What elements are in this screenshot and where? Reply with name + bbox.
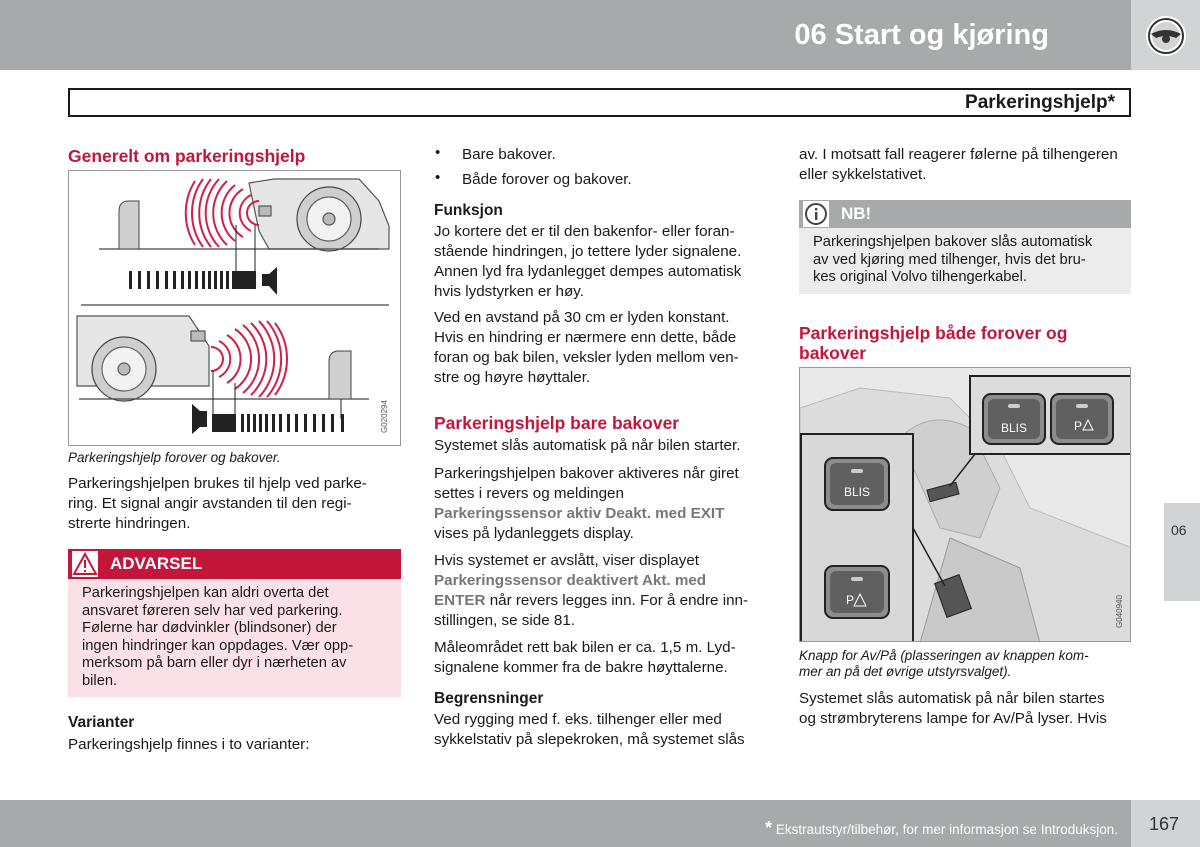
parking-sensor-figure — [68, 170, 401, 446]
blis-label: BLIS — [843, 485, 871, 499]
bullet-item: Både forover og bakover. — [462, 171, 632, 188]
figure-caption: Parkeringshjelp forover og bakover. — [68, 450, 281, 465]
continued-text: eller sykkelstativet. — [799, 166, 927, 183]
chapter-side-tab — [1164, 503, 1200, 601]
steering-wheel-icon — [1146, 16, 1186, 56]
begrensninger-line: Ved rygging med f. eks. tilhenger eller med — [434, 711, 722, 728]
warning-line: merksom på barn eller dyr i nærheten av — [82, 655, 347, 671]
blis-button — [825, 458, 889, 510]
bare-bakover-text: Systemet slås automatisk på når bilen starter. — [434, 437, 741, 454]
heading-varianter: Varianter — [68, 714, 135, 731]
note-line: kes original Volvo tilhengerkabel. — [813, 269, 1027, 285]
note-title: NB! — [841, 204, 872, 223]
bare-bakover-text: Parkeringshjelpen bakover aktiveres når giret — [434, 465, 739, 482]
info-icon — [803, 201, 829, 227]
page-number: 167 — [1149, 814, 1180, 834]
begrensninger-line: sykkelstativ på slepekroken, må systemet slås — [434, 731, 745, 748]
warning-line: ingen hindringer kan oppdages. Vær opp- — [82, 637, 354, 654]
side-tab-label: 06 — [1171, 522, 1187, 538]
bare-bakover-text: vises på lydanleggets display. — [434, 525, 634, 542]
park-assist-label: P — [845, 593, 855, 607]
bullet-marker: • — [435, 169, 441, 186]
chapter-icon-box — [1131, 0, 1200, 70]
park-assist-button — [825, 566, 889, 618]
funksjon-line: stre og høyre høyttaler. — [434, 369, 591, 386]
bare-bakover-text — [434, 591, 748, 611]
bare-bakover-text: Måleområdet rett bak bilen er ca. 1,5 m. Lyd- — [434, 639, 736, 656]
bare-bakover-text: Hvis systemet er avslått, viser displayet — [434, 552, 700, 569]
section-title-box — [68, 88, 1131, 117]
display-message-inactive: Parkeringssensor deaktivert Akt. med — [434, 572, 707, 589]
warning-title: ADVARSEL — [110, 554, 203, 573]
warning-box — [68, 549, 401, 697]
footer-note-text: Ekstrautstyr/tilbehør, for mer informasjon se Introduksjon. — [775, 822, 1118, 837]
chapter-header — [0, 0, 1131, 70]
blis-button-small — [983, 394, 1045, 444]
footer-note — [765, 818, 1118, 839]
heading-generelt: Generelt om parkeringshjelp — [68, 146, 306, 166]
park-assist-label-small: P — [1073, 419, 1083, 433]
note-text — [813, 234, 1123, 287]
blis-label-small: BLIS — [1000, 421, 1028, 435]
button-location-figure — [799, 367, 1131, 642]
heading-forover-bakover-2: bakover — [799, 343, 867, 363]
bullet-marker: • — [435, 144, 441, 161]
intro-line-2: ring. Et signal angir avstanden til den regi- — [68, 495, 352, 512]
figure-code-2: G040940 — [1115, 595, 1124, 628]
warning-line: Parkeringshjelpen kan aldri overta det — [82, 585, 329, 601]
footer-bar — [0, 800, 1131, 847]
display-message-active: Parkeringssensor aktiv Deakt. med EXIT — [434, 505, 725, 522]
funksjon-line: Ved en avstand på 30 cm er lyden konstant. — [434, 309, 730, 326]
car-rear-illustration — [249, 179, 389, 251]
chapter-title: 06 Start og kjøring — [794, 19, 1049, 51]
varianter-text: Parkeringshjelp finnes i to varianter: — [68, 736, 310, 753]
bare-bakover-text: stillingen, se side 81. — [434, 612, 575, 629]
warning-line: ansvaret føreren selv har ved parkering. — [82, 602, 343, 619]
funksjon-line: Hvis en hindring er nærmere enn dette, både — [434, 329, 737, 346]
note-box — [799, 200, 1131, 294]
warning-header — [68, 549, 401, 579]
intro-line-3: strerte hindringen. — [68, 515, 191, 532]
note-line: Parkeringshjelpen bakover slås automatisk — [813, 234, 1093, 250]
bullet-item: Bare bakover. — [462, 146, 556, 163]
heading-funksjon: Funksjon — [434, 202, 503, 219]
col3-text: og strømbryterens lampe for Av/På lyser. Hvis — [799, 710, 1107, 727]
funksjon-line: foran og bak bilen, veksler lyden mellom ven- — [434, 349, 739, 366]
warning-text — [82, 585, 392, 690]
warning-triangle-icon — [72, 551, 98, 577]
heading-bare-bakover: Parkeringshjelp bare bakover — [434, 413, 680, 433]
heading-forover-bakover: Parkeringshjelp både forover og — [799, 323, 1068, 343]
continued-text: av. I motsatt fall reagerer følerne på tilhengeren — [799, 146, 1118, 163]
warning-line: Følerne har dødvinkler (blindsoner) der — [82, 620, 337, 636]
col3-text: Systemet slås automatisk på når bilen startes — [799, 690, 1105, 707]
footer-asterisk: * — [765, 818, 773, 838]
page-number-box — [1131, 800, 1200, 847]
button-caption-2: mer an på det øvrige utstyrsvalget). — [799, 664, 1012, 679]
funksjon-line: stående hindringen, jo tettere lyder signalene. — [434, 243, 742, 260]
heading-begrensninger: Begrensninger — [434, 690, 544, 707]
button-caption: Knapp for Av/På (plasseringen av knappen kom- — [799, 648, 1089, 663]
note-header — [799, 200, 1131, 228]
figure-code: G020294 — [380, 400, 389, 433]
bare-bakover-text-inline: når revers legges inn. For å endre inn- — [485, 592, 749, 609]
funksjon-line: hvis lydstyrken er høy. — [434, 283, 584, 300]
section-title: Parkeringshjelp* — [965, 92, 1115, 113]
bare-bakover-text: settes i revers og meldingen — [434, 485, 624, 502]
intro-line-1: Parkeringshjelpen brukes til hjelp ved parke- — [68, 475, 367, 492]
park-assist-button-small — [1051, 394, 1113, 444]
display-message-enter: ENTER — [434, 592, 486, 609]
funksjon-line: Annen lyd fra lydanlegget dempes automatisk — [434, 263, 742, 280]
note-line: av ved kjøring med tilhenger, hvis det bru- — [813, 251, 1086, 268]
funksjon-line: Jo kortere det er til den bakenfor- eller foran- — [434, 223, 735, 240]
warning-line: bilen. — [82, 672, 118, 689]
bare-bakover-text: signalene kommer fra de bakre høyttalerne. — [434, 659, 728, 676]
